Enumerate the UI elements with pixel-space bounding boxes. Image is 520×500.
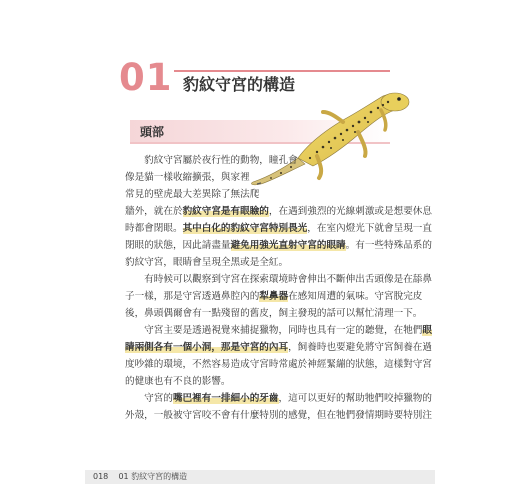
text-line: 豹紋守宮，眼睛會呈現全黑或是全紅。 (125, 257, 289, 268)
footer (93, 471, 187, 483)
footer-chapter-ref: 01 豹紋守宮的構造 (118, 472, 188, 481)
text-line: 有時候可以觀察到守宮在探索環境時會伸出不斷伸出舌頭像是在舔鼻 (125, 274, 432, 285)
section-label: 頭部 (140, 125, 165, 139)
text-line: 守宮的嘴巴裡有一排細小的牙齒，這可以更好的幫助牠們咬掉獵物的 (125, 393, 432, 404)
highlight: 犁鼻器 (259, 291, 289, 302)
chapter-title: 豹紋守宮的構造 (183, 75, 296, 94)
highlight: 眼 (422, 325, 432, 336)
text-line: 豹紋守宮屬於夜行性的動物，瞳孔會 (125, 155, 298, 166)
chapter-number: 01 (119, 56, 173, 99)
text-line: 子一樣，那是守宮透過鼻腔內的犁鼻器在感知周遭的氣味。守宮脫完皮 (125, 291, 423, 302)
leopard-gecko-illustration (243, 72, 413, 212)
highlight: 避免用強光直射守宮的眼睛 (230, 240, 346, 251)
highlight: 其中白化的豹紋守宮特別畏光 (182, 223, 308, 234)
page-number: 018 (93, 472, 109, 481)
text-line: 睛兩側各有一個小洞，那是守宮的內耳，飼養時也要避免將守宮飼養在過 (125, 342, 432, 353)
text-line: 守宮主要是透過視覺來捕捉獵物，同時也具有一定的聽覺，在牠們眼 (125, 325, 432, 336)
text-line: 牆外，就在於豹紋守宮是有眼瞼的，在遇到強烈的光線刺激或是想要休息 (125, 206, 432, 217)
text-line: 度吵雜的環境，不然容易造成守宮時常處於神經緊繃的狀態，這樣對守宮 (125, 359, 432, 370)
highlight: 睛兩側各有一個小洞，那是守宮的內耳 (125, 342, 289, 353)
highlight: 嘴巴裡有一排細小的牙齒 (172, 393, 279, 404)
text-line: 外殼，一般被守宮咬不會有什麼特別的感覺，但在牠們發情期時要特別注 (125, 410, 432, 421)
text-line: 後，鼻頭偶爾會有一點殘留的舊皮，飼主發現的話可以幫忙清理一下。 (125, 308, 423, 319)
text-line: 常見的壁虎最大差異除了無法爬 (125, 189, 260, 200)
highlight: 豹紋守宮是有眼瞼的 (182, 206, 269, 217)
text-line: 像是貓一樣收縮擴張，與家裡 (125, 172, 250, 183)
text-line: 時都會閉眼。其中白化的豹紋守宮特別畏光，在室內燈光下就會呈現一直 (125, 223, 432, 234)
text-line: 的健康也有不良的影響。 (125, 376, 231, 387)
text-line: 閉眼的狀態，因此請盡量避免用強光直射守宮的眼睛。有一些特殊品系的 (125, 240, 432, 251)
